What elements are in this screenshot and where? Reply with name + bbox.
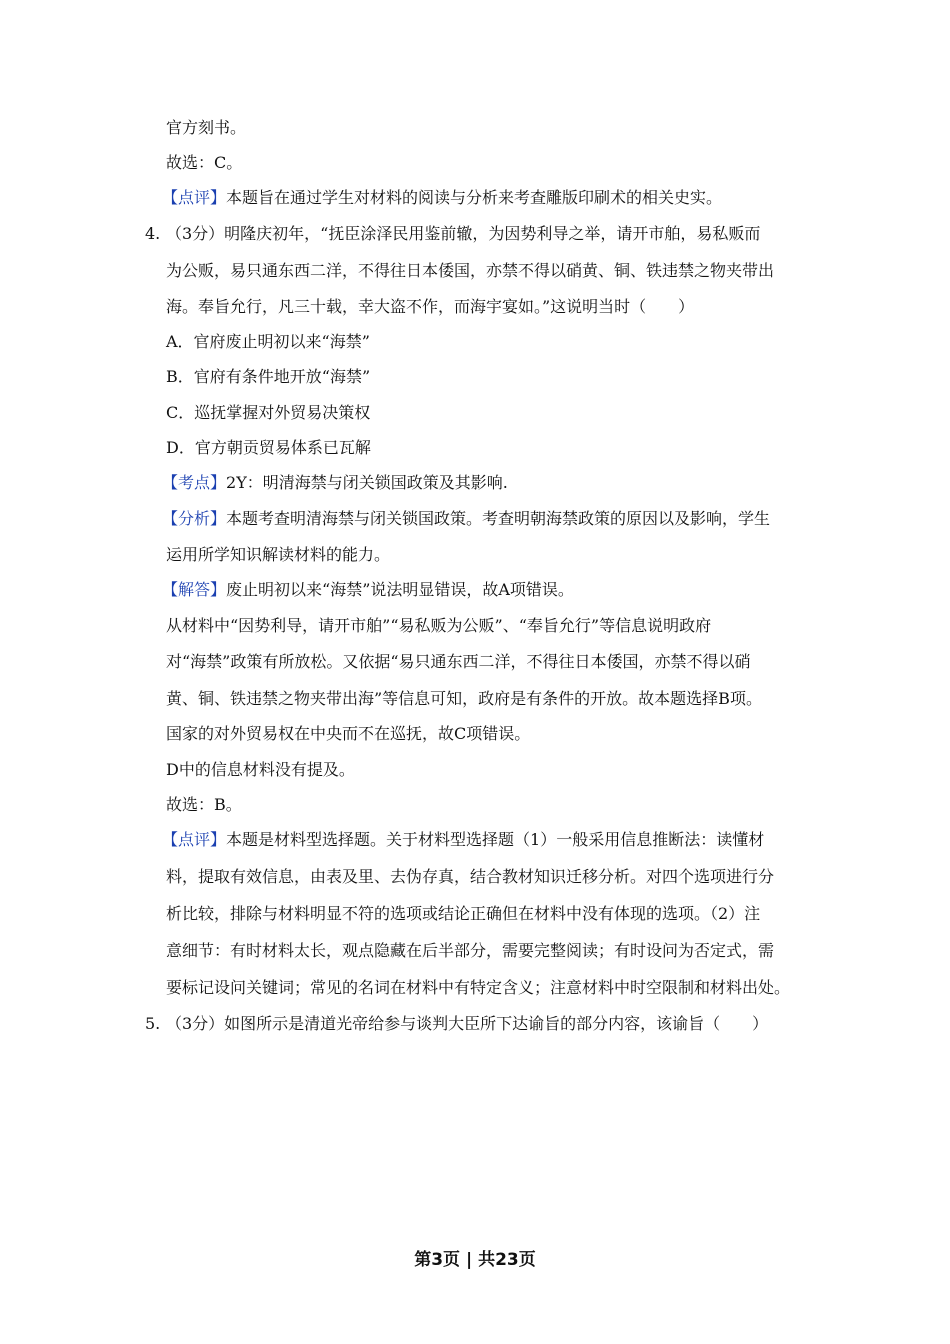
- kaodian-line: [162, 473, 508, 493]
- option-b: B．官府有条件地开放“海禁”: [166, 367, 371, 386]
- dianping-line: [162, 830, 764, 850]
- option-d: D．官方朝贡贸易体系已瓦解: [166, 438, 371, 457]
- dianping-line: 意细节：有时材料太长，观点隐藏在后半部分，需要完整阅读；有时设问为否定式，需: [166, 941, 775, 960]
- fenxi-line: [162, 509, 770, 529]
- jieda-line: [162, 580, 574, 600]
- question-stem-line: 为公贩，易只通东西二洋，不得往日本倭国，亦禁不得以硝黄、铜、铁违禁之物夹带出: [166, 261, 775, 280]
- kaodian-text: 2Y：明清海禁与闭关锁国政策及其影响.: [226, 473, 508, 492]
- jieda-line: 黄、铜、铁违禁之物夹带出海”等信息可知，政府是有条件的开放。故本题选择B项。: [166, 689, 762, 708]
- dianping-line: 料，提取有效信息，由表及里、去伪存真，结合教材知识迁移分析。对四个选项进行分: [166, 867, 775, 886]
- jieda-line: 从材料中“因势利导，请开市舶”“易私贩为公贩”、“奉旨允行”等信息说明政府: [166, 616, 712, 635]
- question-stem-line: 海。奉旨允行，凡三十载，幸大盗不作，而海宇宴如。”这说明当时（ ）: [166, 297, 695, 316]
- option-a: A．官府废止明初以来“海禁”: [166, 332, 370, 351]
- jieda-tag: 【解答】: [162, 580, 227, 599]
- question-number: 4.: [145, 224, 161, 243]
- text-line: 官方刻书。: [166, 118, 247, 137]
- fenxi-tag: 【分析】: [162, 509, 227, 528]
- jieda-text: 废止明初以来“海禁”说法明显错误，故A项错误。: [226, 580, 574, 599]
- option-c: C．巡抚掌握对外贸易决策权: [166, 403, 371, 422]
- page-footer: 第3页 | 共23页: [414, 1250, 536, 1270]
- dianping-line: 析比较，排除与材料明显不符的选项或结论正确但在材料中没有体现的选项。（2）注: [166, 904, 761, 923]
- answer-choice: 故选：B。: [166, 795, 242, 814]
- question-stem-line: （3分）明隆庆初年，“抚臣涂泽民用鉴前辙，为因势利导之举，请开市舶，易私贩而: [166, 224, 761, 243]
- dianping-line: 要标记设问关键词；常见的名词在材料中有特定含义；注意材料中时空限制和材料出处。: [166, 978, 791, 997]
- dianping-tag: 【点评】: [162, 830, 227, 849]
- fenxi-text: 本题考查明清海禁与闭关锁国政策。考查明朝海禁政策的原因以及影响，学生: [226, 509, 771, 528]
- jieda-line: 对“海禁”政策有所放松。又依据“易只通东西二洋，不得往日本倭国，亦禁不得以硝: [166, 652, 751, 671]
- kaodian-tag: 【考点】: [162, 473, 227, 492]
- jieda-line: D中的信息材料没有提及。: [166, 760, 355, 779]
- answer-choice: 故选：C。: [166, 153, 243, 172]
- comment-line: [162, 188, 722, 208]
- dianping-text: 本题是材料型选择题。关于材料型选择题（1）一般采用信息推断法：读懂材: [226, 830, 765, 849]
- comment-text: 本题旨在通过学生对材料的阅读与分析来考查雕版印刷术的相关史实。: [226, 188, 723, 207]
- question-number: 5.: [145, 1014, 161, 1033]
- fenxi-line: 运用所学知识解读材料的能力。: [166, 545, 391, 564]
- question-stem-line: （3分）如图所示是清道光帝给参与谈判大臣所下达谕旨的部分内容，该谕旨（ ）: [166, 1014, 769, 1033]
- comment-tag: 【点评】: [162, 188, 227, 207]
- jieda-line: 国家的对外贸易权在中央而不在巡抚，故C项错误。: [166, 724, 531, 743]
